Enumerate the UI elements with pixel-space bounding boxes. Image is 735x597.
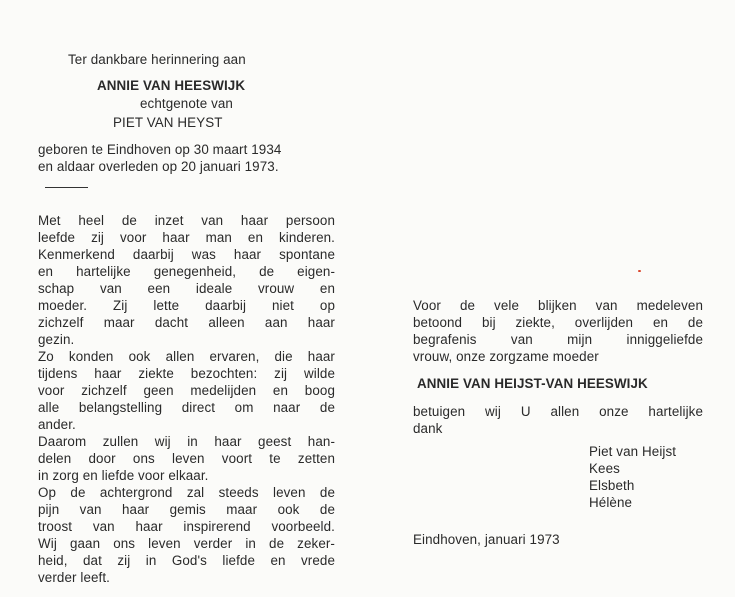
tribute-line: heid, dat zij in God's liefde en vrede xyxy=(38,553,335,568)
tribute-line: tijdens haar ziekte bezochten: zij wilde xyxy=(38,366,335,381)
birth-line: geboren te Eindhoven op 30 maart 1934 xyxy=(38,142,282,157)
thanks-intro-line: Voor de vele blijken van medeleven xyxy=(413,298,703,313)
thanks-intro-line: begrafenis van mijn inniggeliefde xyxy=(413,332,703,347)
tribute-line: Kenmerkend daarbij was haar spontane xyxy=(38,247,335,262)
tribute-line: schap van een ideale vrouw en xyxy=(38,281,335,296)
thanks-closing-line: betuigen wij U allen onze hartelijke xyxy=(413,404,703,419)
dedication-line: Ter dankbare herinnering aan xyxy=(68,52,246,67)
tribute-line: ander. xyxy=(38,417,76,432)
tribute-line: Met heel de inzet van haar persoon xyxy=(38,213,335,228)
signatory: Hélène xyxy=(589,495,633,510)
signatory: Elsbeth xyxy=(589,478,635,493)
ink-speck xyxy=(638,270,641,272)
tribute-line: troost van haar inspirerend voorbeeld. xyxy=(38,519,335,534)
thanks-intro-line: vrouw, onze zorgzame moeder xyxy=(413,349,599,364)
tribute-line: moeder. Zij lette daarbij niet op xyxy=(38,298,335,313)
tribute-line: Op de achtergrond zal steeds leven de xyxy=(38,485,335,500)
tribute-line: leefde zij voor haar man en kinderen. xyxy=(38,230,335,245)
place-date: Eindhoven, januari 1973 xyxy=(413,532,560,547)
tribute-line: en hartelijke genegenheid, de eigen- xyxy=(38,264,335,279)
tribute-line: zichzelf maar dacht alleen aan haar xyxy=(38,315,335,330)
tribute-line: gezin. xyxy=(38,332,75,347)
tribute-line: voor zichzelf geen medelijden en boog xyxy=(38,383,335,398)
tribute-line: Zo konden ook allen ervaren, die haar xyxy=(38,349,335,364)
divider-rule xyxy=(45,187,88,188)
tribute-line: Wij gaan ons leven verder in de zeker- xyxy=(38,536,335,551)
deceased-name: ANNIE VAN HEESWIJK xyxy=(97,78,246,93)
spouse-name: PIET VAN HEYST xyxy=(113,115,223,130)
tribute-line: pijn van haar gemis maar ook de xyxy=(38,502,335,517)
signatory: Piet van Heijst xyxy=(589,444,677,459)
tribute-line: delen door ons leven voort te zetten xyxy=(38,451,335,466)
signatory: Kees xyxy=(589,461,620,476)
tribute-line: Daarom zullen wij in haar geest han- xyxy=(38,434,335,449)
full-name: ANNIE VAN HEIJST-VAN HEESWIJK xyxy=(417,376,648,391)
tribute-line: verder leeft. xyxy=(38,570,111,585)
tribute-line: alle belangstelling direct om naar de xyxy=(38,400,335,415)
thanks-intro-line: betoond bij ziekte, overlijden en de xyxy=(413,315,703,330)
relation-line: echtgenote van xyxy=(140,96,233,111)
thanks-closing-line: dank xyxy=(413,421,443,436)
death-line: en aldaar overleden op 20 januari 1973. xyxy=(38,159,279,174)
tribute-line: in zorg en liefde voor elkaar. xyxy=(38,468,209,483)
